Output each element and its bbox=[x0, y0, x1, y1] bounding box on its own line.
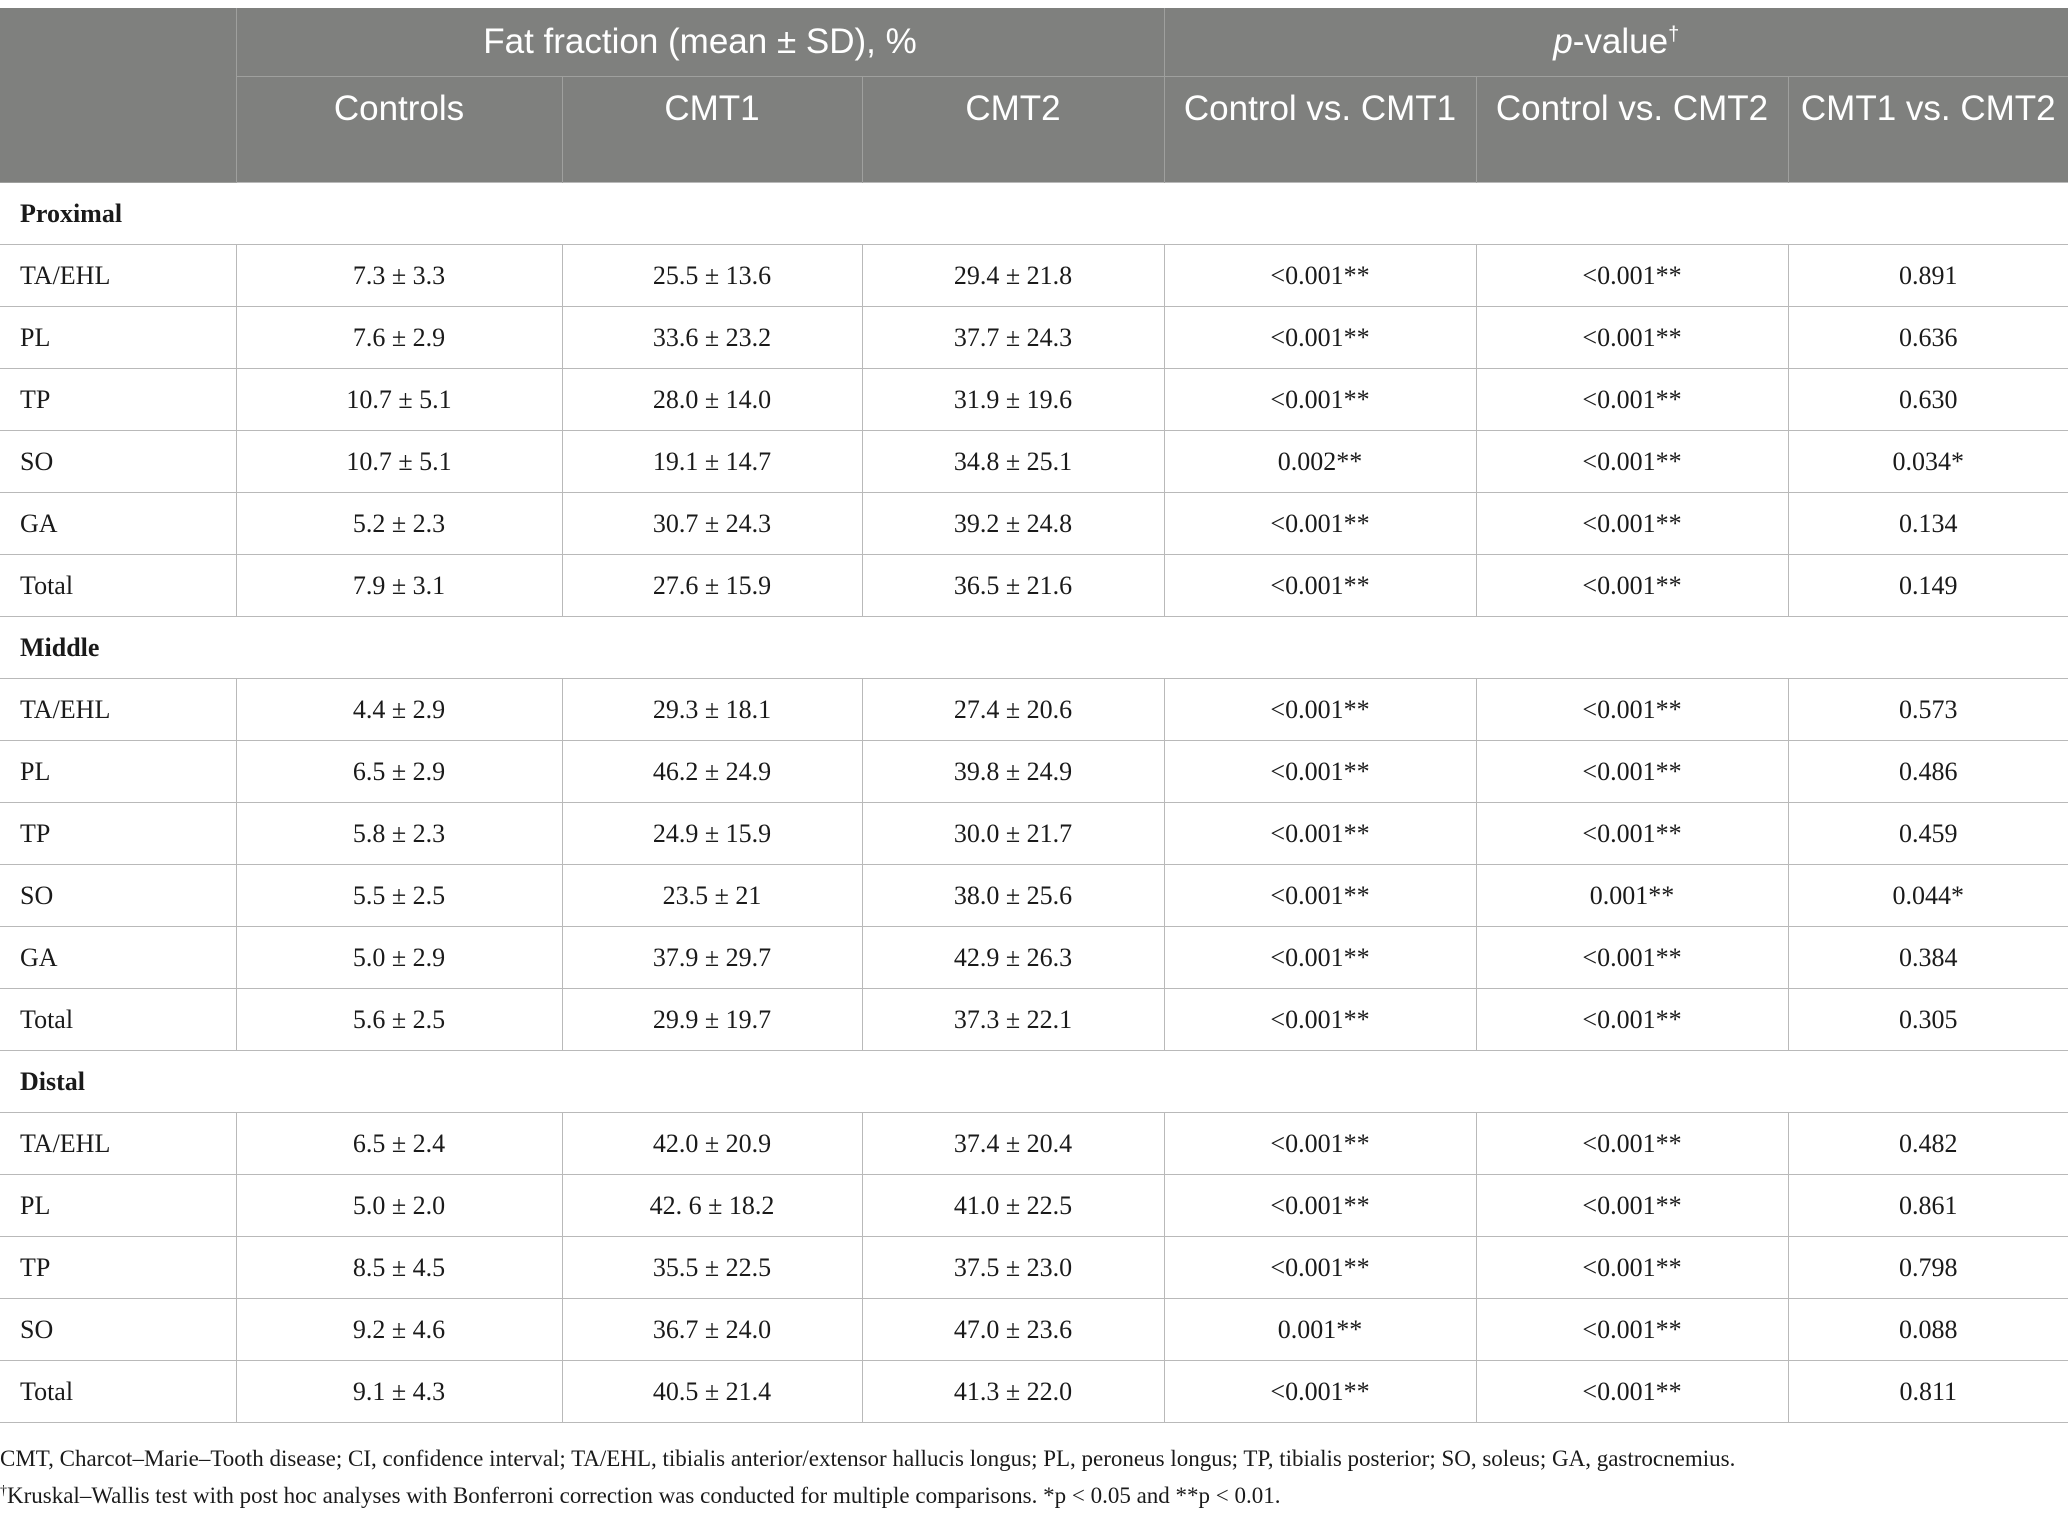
row-label: TP bbox=[0, 1237, 236, 1299]
controls-value: 9.1 ± 4.3 bbox=[236, 1361, 562, 1423]
footnote-dagger: † bbox=[0, 1483, 7, 1499]
table-row bbox=[0, 369, 2068, 431]
table-row bbox=[0, 1299, 2068, 1361]
p-control-vs-cmt2: <0.001** bbox=[1476, 431, 1788, 493]
table-row bbox=[0, 865, 2068, 927]
p-control-vs-cmt2: <0.001** bbox=[1476, 245, 1788, 307]
p-cmt1-vs-cmt2: 0.636 bbox=[1788, 307, 2068, 369]
p-control-vs-cmt1: <0.001** bbox=[1164, 1237, 1476, 1299]
table-row bbox=[0, 679, 2068, 741]
pvalue-rest: -value bbox=[1572, 22, 1669, 61]
section-row bbox=[0, 1051, 2068, 1113]
row-label: GA bbox=[0, 493, 236, 555]
p-control-vs-cmt1: <0.001** bbox=[1164, 927, 1476, 989]
controls-value: 5.6 ± 2.5 bbox=[236, 989, 562, 1051]
pvalue-p-letter: p bbox=[1553, 22, 1573, 61]
controls-value: 5.5 ± 2.5 bbox=[236, 865, 562, 927]
p-cmt1-vs-cmt2: 0.044* bbox=[1788, 865, 2068, 927]
p-control-vs-cmt1: <0.001** bbox=[1164, 989, 1476, 1051]
p-control-vs-cmt1: <0.001** bbox=[1164, 555, 1476, 617]
header-control-vs-cmt2: Control vs. CMT2 bbox=[1476, 77, 1788, 183]
table-row bbox=[0, 493, 2068, 555]
row-label: TP bbox=[0, 803, 236, 865]
p-control-vs-cmt2: <0.001** bbox=[1476, 1113, 1788, 1175]
p-control-vs-cmt2: <0.001** bbox=[1476, 1175, 1788, 1237]
p-control-vs-cmt2: <0.001** bbox=[1476, 679, 1788, 741]
p-control-vs-cmt2: <0.001** bbox=[1476, 493, 1788, 555]
p-cmt1-vs-cmt2: 0.630 bbox=[1788, 369, 2068, 431]
cmt1-value: 46.2 ± 24.9 bbox=[562, 741, 862, 803]
header-cmt1-vs-cmt2: CMT1 vs. CMT2 bbox=[1788, 77, 2068, 183]
controls-value: 10.7 ± 5.1 bbox=[236, 431, 562, 493]
p-cmt1-vs-cmt2: 0.861 bbox=[1788, 1175, 2068, 1237]
cmt1-value: 19.1 ± 14.7 bbox=[562, 431, 862, 493]
table-row bbox=[0, 555, 2068, 617]
controls-value: 5.0 ± 2.9 bbox=[236, 927, 562, 989]
cmt2-value: 36.5 ± 21.6 bbox=[862, 555, 1164, 617]
row-label: Total bbox=[0, 989, 236, 1051]
row-label: TA/EHL bbox=[0, 1113, 236, 1175]
p-cmt1-vs-cmt2: 0.034* bbox=[1788, 431, 2068, 493]
table-row bbox=[0, 927, 2068, 989]
table-footnotes bbox=[0, 1440, 2068, 1514]
cmt1-value: 28.0 ± 14.0 bbox=[562, 369, 862, 431]
p-cmt1-vs-cmt2: 0.798 bbox=[1788, 1237, 2068, 1299]
cmt1-value: 42. 6 ± 18.2 bbox=[562, 1175, 862, 1237]
controls-value: 5.0 ± 2.0 bbox=[236, 1175, 562, 1237]
table-body bbox=[0, 183, 2068, 1423]
footnote-statistical-test bbox=[0, 1477, 2068, 1514]
controls-value: 7.9 ± 3.1 bbox=[236, 555, 562, 617]
row-label: SO bbox=[0, 865, 236, 927]
p-control-vs-cmt1: <0.001** bbox=[1164, 369, 1476, 431]
cmt2-value: 30.0 ± 21.7 bbox=[862, 803, 1164, 865]
p-cmt1-vs-cmt2: 0.384 bbox=[1788, 927, 2068, 989]
table-row bbox=[0, 245, 2068, 307]
row-label: GA bbox=[0, 927, 236, 989]
cmt2-value: 34.8 ± 25.1 bbox=[862, 431, 1164, 493]
cmt2-value: 37.3 ± 22.1 bbox=[862, 989, 1164, 1051]
cmt1-value: 40.5 ± 21.4 bbox=[562, 1361, 862, 1423]
p-control-vs-cmt2: <0.001** bbox=[1476, 927, 1788, 989]
controls-value: 6.5 ± 2.4 bbox=[236, 1113, 562, 1175]
row-label: TA/EHL bbox=[0, 679, 236, 741]
cmt1-value: 25.5 ± 13.6 bbox=[562, 245, 862, 307]
p-control-vs-cmt2: <0.001** bbox=[1476, 307, 1788, 369]
header-corner-cell bbox=[0, 8, 236, 183]
header-group-pvalue bbox=[1164, 8, 2068, 77]
p-control-vs-cmt1: <0.001** bbox=[1164, 1113, 1476, 1175]
p-cmt1-vs-cmt2: 0.811 bbox=[1788, 1361, 2068, 1423]
p-control-vs-cmt2: <0.001** bbox=[1476, 1299, 1788, 1361]
p-cmt1-vs-cmt2: 0.891 bbox=[1788, 245, 2068, 307]
controls-value: 7.6 ± 2.9 bbox=[236, 307, 562, 369]
section-heading: Proximal bbox=[0, 183, 2068, 245]
p-control-vs-cmt2: <0.001** bbox=[1476, 555, 1788, 617]
p-control-vs-cmt2: <0.001** bbox=[1476, 989, 1788, 1051]
controls-value: 10.7 ± 5.1 bbox=[236, 369, 562, 431]
p-cmt1-vs-cmt2: 0.486 bbox=[1788, 741, 2068, 803]
cmt1-value: 24.9 ± 15.9 bbox=[562, 803, 862, 865]
table-row bbox=[0, 1113, 2068, 1175]
cmt1-value: 35.5 ± 22.5 bbox=[562, 1237, 862, 1299]
row-label: SO bbox=[0, 431, 236, 493]
footnote-test-text: Kruskal–Wallis test with post hoc analyses with Bonferroni correction was conducted for multiple comparisons. *p < 0.05 and **p < 0.01. bbox=[7, 1483, 1281, 1508]
row-label: Total bbox=[0, 555, 236, 617]
cmt2-value: 41.0 ± 22.5 bbox=[862, 1175, 1164, 1237]
p-cmt1-vs-cmt2: 0.482 bbox=[1788, 1113, 2068, 1175]
row-label: PL bbox=[0, 307, 236, 369]
p-control-vs-cmt1: <0.001** bbox=[1164, 493, 1476, 555]
controls-value: 5.2 ± 2.3 bbox=[236, 493, 562, 555]
cmt1-value: 29.3 ± 18.1 bbox=[562, 679, 862, 741]
cmt2-value: 37.7 ± 24.3 bbox=[862, 307, 1164, 369]
cmt2-value: 27.4 ± 20.6 bbox=[862, 679, 1164, 741]
section-row bbox=[0, 617, 2068, 679]
p-control-vs-cmt1: <0.001** bbox=[1164, 679, 1476, 741]
cmt1-value: 42.0 ± 20.9 bbox=[562, 1113, 862, 1175]
p-control-vs-cmt1: <0.001** bbox=[1164, 245, 1476, 307]
cmt1-value: 30.7 ± 24.3 bbox=[562, 493, 862, 555]
row-label: PL bbox=[0, 1175, 236, 1237]
p-cmt1-vs-cmt2: 0.088 bbox=[1788, 1299, 2068, 1361]
header-control-vs-cmt1: Control vs. CMT1 bbox=[1164, 77, 1476, 183]
cmt1-value: 27.6 ± 15.9 bbox=[562, 555, 862, 617]
table-header bbox=[0, 8, 2068, 183]
row-label: SO bbox=[0, 1299, 236, 1361]
table-row bbox=[0, 1361, 2068, 1423]
p-cmt1-vs-cmt2: 0.149 bbox=[1788, 555, 2068, 617]
controls-value: 8.5 ± 4.5 bbox=[236, 1237, 562, 1299]
controls-value: 4.4 ± 2.9 bbox=[236, 679, 562, 741]
p-cmt1-vs-cmt2: 0.573 bbox=[1788, 679, 2068, 741]
p-control-vs-cmt2: <0.001** bbox=[1476, 1361, 1788, 1423]
header-group-fat-fraction: Fat fraction (mean ± SD), % bbox=[236, 8, 1164, 77]
p-control-vs-cmt1: <0.001** bbox=[1164, 865, 1476, 927]
cmt2-value: 31.9 ± 19.6 bbox=[862, 369, 1164, 431]
table-row bbox=[0, 1237, 2068, 1299]
table-row bbox=[0, 741, 2068, 803]
p-control-vs-cmt2: <0.001** bbox=[1476, 803, 1788, 865]
header-cmt2: CMT2 bbox=[862, 77, 1164, 183]
p-control-vs-cmt2: <0.001** bbox=[1476, 1237, 1788, 1299]
cmt1-value: 33.6 ± 23.2 bbox=[562, 307, 862, 369]
table-row bbox=[0, 803, 2068, 865]
p-cmt1-vs-cmt2: 0.134 bbox=[1788, 493, 2068, 555]
table-row bbox=[0, 989, 2068, 1051]
p-cmt1-vs-cmt2: 0.305 bbox=[1788, 989, 2068, 1051]
controls-value: 7.3 ± 3.3 bbox=[236, 245, 562, 307]
footnote-abbreviations: CMT, Charcot–Marie–Tooth disease; CI, confidence interval; TA/EHL, tibialis anterior/extensor hallucis longus; PL, peroneus longus; TP, tibialis posterior; SO, soleus; GA, gastrocnemius. bbox=[0, 1446, 1736, 1471]
cmt2-value: 41.3 ± 22.0 bbox=[862, 1361, 1164, 1423]
p-control-vs-cmt1: <0.001** bbox=[1164, 307, 1476, 369]
cmt1-value: 29.9 ± 19.7 bbox=[562, 989, 862, 1051]
p-control-vs-cmt1: 0.001** bbox=[1164, 1299, 1476, 1361]
section-row bbox=[0, 183, 2068, 245]
cmt2-value: 39.2 ± 24.8 bbox=[862, 493, 1164, 555]
row-label: TP bbox=[0, 369, 236, 431]
table-row bbox=[0, 307, 2068, 369]
row-label: Total bbox=[0, 1361, 236, 1423]
p-cmt1-vs-cmt2: 0.459 bbox=[1788, 803, 2068, 865]
controls-value: 5.8 ± 2.3 bbox=[236, 803, 562, 865]
p-control-vs-cmt2: <0.001** bbox=[1476, 741, 1788, 803]
pvalue-dagger: † bbox=[1668, 23, 1680, 46]
p-control-vs-cmt1: <0.001** bbox=[1164, 1361, 1476, 1423]
section-heading: Middle bbox=[0, 617, 2068, 679]
row-label: TA/EHL bbox=[0, 245, 236, 307]
header-cmt1: CMT1 bbox=[562, 77, 862, 183]
cmt2-value: 38.0 ± 25.6 bbox=[862, 865, 1164, 927]
cmt2-value: 39.8 ± 24.9 bbox=[862, 741, 1164, 803]
table-row bbox=[0, 1175, 2068, 1237]
controls-value: 9.2 ± 4.6 bbox=[236, 1299, 562, 1361]
controls-value: 6.5 ± 2.9 bbox=[236, 741, 562, 803]
cmt1-value: 23.5 ± 21 bbox=[562, 865, 862, 927]
cmt2-value: 37.5 ± 23.0 bbox=[862, 1237, 1164, 1299]
header-controls: Controls bbox=[236, 77, 562, 183]
p-control-vs-cmt1: <0.001** bbox=[1164, 803, 1476, 865]
row-label: PL bbox=[0, 741, 236, 803]
cmt2-value: 42.9 ± 26.3 bbox=[862, 927, 1164, 989]
p-control-vs-cmt1: <0.001** bbox=[1164, 1175, 1476, 1237]
cmt1-value: 37.9 ± 29.7 bbox=[562, 927, 862, 989]
section-heading: Distal bbox=[0, 1051, 2068, 1113]
table-row bbox=[0, 431, 2068, 493]
p-control-vs-cmt2: <0.001** bbox=[1476, 369, 1788, 431]
cmt2-value: 37.4 ± 20.4 bbox=[862, 1113, 1164, 1175]
cmt2-value: 47.0 ± 23.6 bbox=[862, 1299, 1164, 1361]
p-control-vs-cmt1: 0.002** bbox=[1164, 431, 1476, 493]
fat-fraction-table bbox=[0, 8, 2068, 1423]
p-control-vs-cmt1: <0.001** bbox=[1164, 741, 1476, 803]
cmt2-value: 29.4 ± 21.8 bbox=[862, 245, 1164, 307]
p-control-vs-cmt2: 0.001** bbox=[1476, 865, 1788, 927]
cmt1-value: 36.7 ± 24.0 bbox=[562, 1299, 862, 1361]
